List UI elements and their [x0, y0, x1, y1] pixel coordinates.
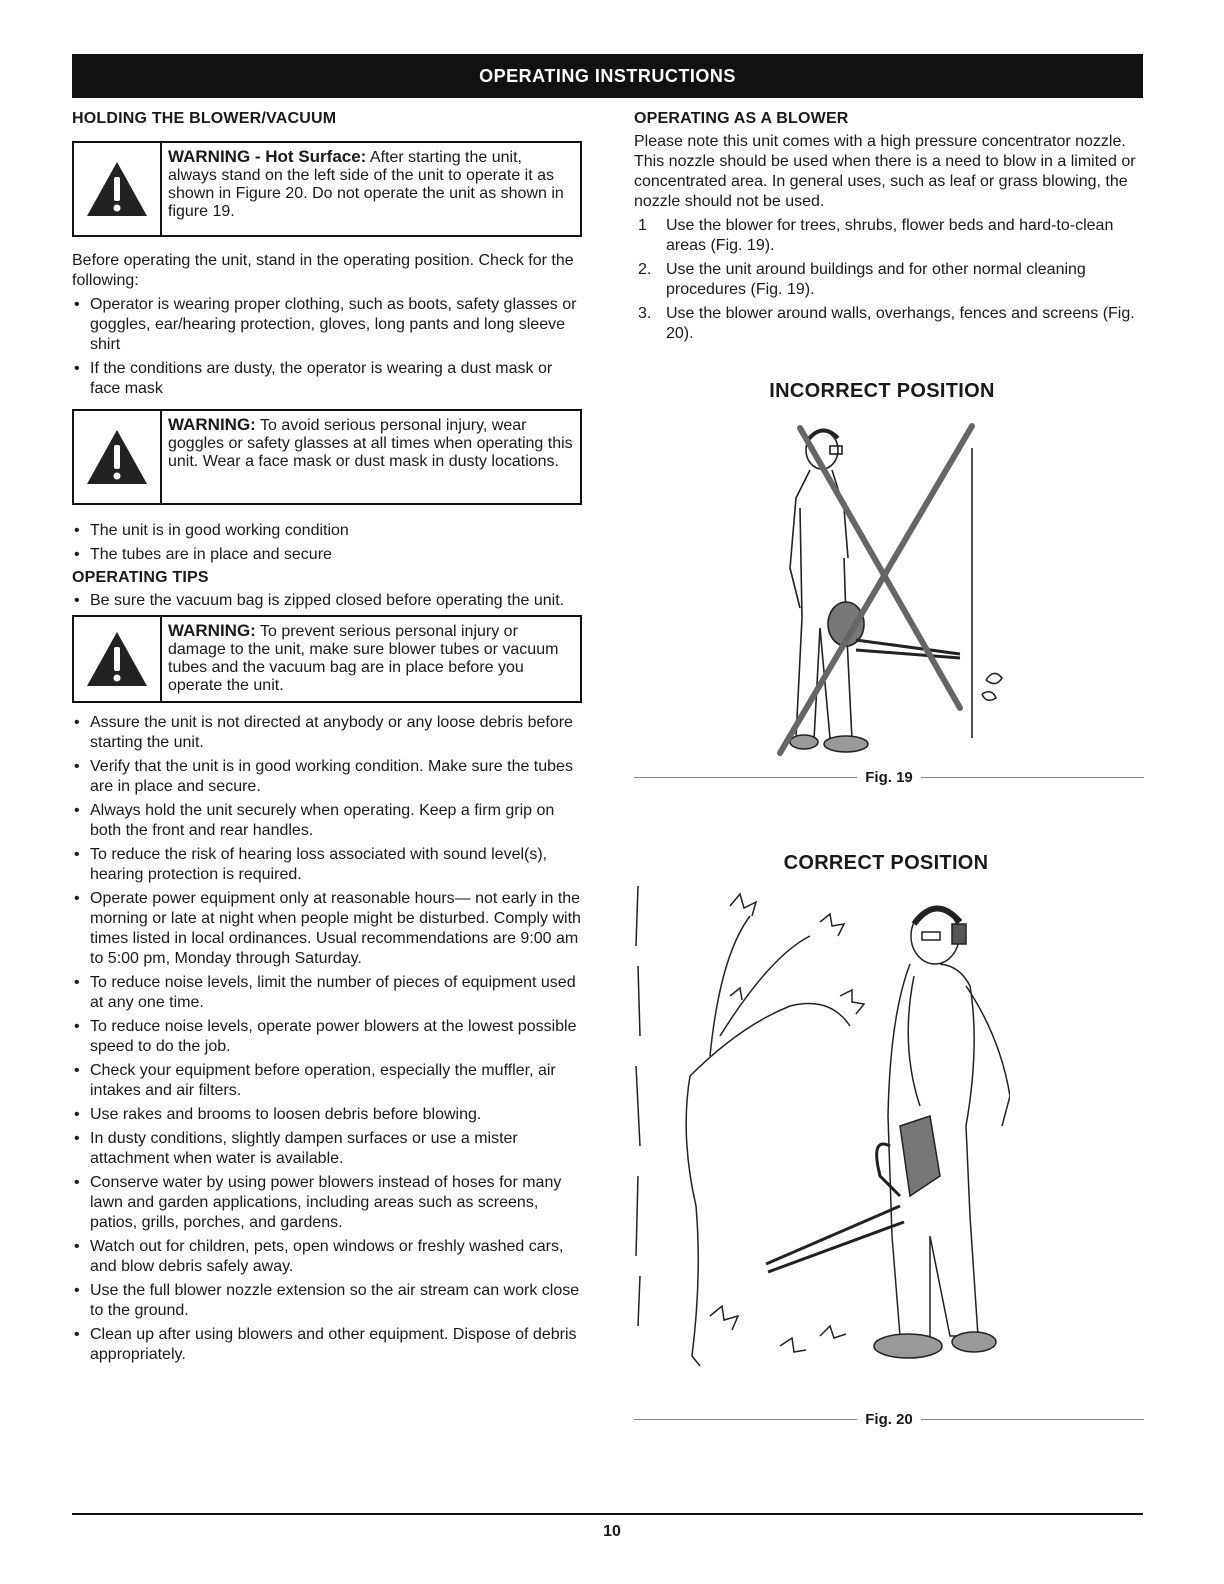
list-item [634, 304, 1144, 344]
warning-text [162, 617, 580, 701]
fig19-caption: Fig. 19 [865, 769, 913, 786]
step-text: Use the unit around buildings and for other normal cleaning procedures (Fig. 19). [666, 261, 1086, 298]
blower-steps [634, 216, 1144, 344]
tips-list-2 [72, 713, 584, 1365]
fig20-caption: Fig. 20 [865, 1411, 913, 1428]
list-item: • Verify that the unit is in good working condition. Make sure the tubes are in place and secure. [72, 757, 584, 797]
list-item [634, 216, 1144, 256]
list-item: • Check your equipment before operation, especially the muffler, air intakes and air filters. [72, 1061, 584, 1101]
divider [634, 777, 857, 778]
footer-rule [72, 1513, 1143, 1515]
fig19-caption-row [634, 769, 1144, 786]
section-title: OPERATING INSTRUCTIONS [479, 65, 736, 86]
warning-body: To prevent serious personal injury or damage to the unit, make sure blower tubes or vacuum tubes and the vacuum bag are in place before you operate the unit. [168, 623, 559, 694]
step-number: 3. [638, 305, 652, 322]
checklist-2 [72, 521, 584, 565]
tips-heading: OPERATING TIPS [72, 569, 209, 586]
checklist [72, 295, 584, 399]
right-column [634, 110, 1144, 348]
divider [921, 1419, 1144, 1420]
section-banner [72, 54, 1143, 98]
holding-heading: HOLDING THE BLOWER/VACUUM [72, 110, 337, 127]
warning-body: To avoid serious personal injury, wear goggles or safety glasses at all times when operating this unit. Wear a face mask or dust mask in dusty locations. [168, 417, 573, 470]
page-number: 10 [603, 1523, 621, 1540]
warning-label: WARNING: [168, 415, 256, 434]
fig19-title: INCORRECT POSITION [769, 380, 995, 402]
step-number: 1 [638, 217, 647, 234]
step-number: 2. [638, 261, 652, 278]
list-item: • Be sure the vacuum bag is zipped closed before operating the unit. [72, 591, 584, 611]
divider [921, 777, 1144, 778]
warning-body: After starting the unit, always stand on the left side of the unit to operate it as shown in Figure 20. Do not operate the unit as shown in figure 19. [168, 149, 564, 220]
list-item: • Operate power equipment only at reasonable hours— not early in the morning or late at night when people might be disturbed. Comply with times listed in local ordinances. Usual recommendations are 9:00 am to 5:00 pm, Monday through Saturday. [72, 889, 584, 969]
fig20-title: CORRECT POSITION [783, 852, 989, 874]
step-text: Use the blower for trees, shrubs, flower beds and hard-to-clean areas (Fig. 19). [666, 217, 1114, 254]
list-item: • Conserve water by using power blowers instead of hoses for many lawn and garden applications, including areas such as screens, patios, grills, porches, and gardens. [72, 1173, 584, 1233]
fig20-caption-row [634, 1411, 1144, 1428]
warning-label: WARNING: [168, 621, 256, 640]
tubes-warning [72, 615, 582, 703]
correct-position-illustration [630, 876, 1010, 1396]
blower-intro: Please note this unit comes with a high pressure concentrator nozzle. This nozzle should be used when there is a need to blow in a limited or concentrated area. In general uses, such as leaf or grass blowing, the nozzle should not be used. [634, 133, 1136, 210]
list-item: • Assure the unit is not directed at anybody or any loose debris before starting the unit. [72, 713, 584, 753]
incorrect-position-illustration [760, 418, 1030, 763]
warning-triangle-icon [74, 617, 162, 701]
divider [634, 1419, 857, 1420]
list-item: • Always hold the unit securely when operating. Keep a firm grip on both the front and rear handles. [72, 801, 584, 841]
list-item [634, 260, 1144, 300]
list-item: • Clean up after using blowers and other equipment. Dispose of debris appropriately. [72, 1325, 584, 1365]
list-item: • Watch out for children, pets, open windows or freshly washed cars, and blow debris safely away. [72, 1237, 584, 1277]
warning-text [162, 143, 580, 235]
list-item: • The tubes are in place and secure [72, 545, 584, 565]
blower-heading: OPERATING AS A BLOWER [634, 110, 849, 127]
left-column [72, 110, 584, 1369]
warning-triangle-icon [74, 143, 162, 235]
list-item: • If the conditions are dusty, the operator is wearing a dust mask or face mask [72, 359, 584, 399]
list-item: • Operator is wearing proper clothing, such as boots, safety glasses or goggles, ear/hearing protection, gloves, long pants and long sleeve shirt [72, 295, 584, 355]
list-item: • To reduce noise levels, operate power blowers at the lowest possible speed to do the job. [72, 1017, 584, 1057]
warning-label: WARNING - Hot Surface: [168, 147, 367, 166]
list-item: • Use rakes and brooms to loosen debris before blowing. [72, 1105, 584, 1125]
eye-protection-warning [72, 409, 582, 505]
warning-text [162, 411, 580, 503]
list-item: • Use the full blower nozzle extension so the air stream can work close to the ground. [72, 1281, 584, 1321]
tips-list [72, 591, 584, 611]
list-item: • The unit is in good working condition [72, 521, 584, 541]
list-item: • In dusty conditions, slightly dampen surfaces or use a mister attachment when water is available. [72, 1129, 584, 1169]
list-item: • To reduce the risk of hearing loss associated with sound level(s), hearing protection is required. [72, 845, 584, 885]
warning-triangle-icon [74, 411, 162, 503]
list-item: • To reduce noise levels, limit the number of pieces of equipment used at any one time. [72, 973, 584, 1013]
step-text: Use the blower around walls, overhangs, fences and screens (Fig. 20). [666, 305, 1135, 342]
intro-text: Before operating the unit, stand in the operating position. Check for the following: [72, 252, 574, 289]
hot-surface-warning [72, 141, 582, 237]
